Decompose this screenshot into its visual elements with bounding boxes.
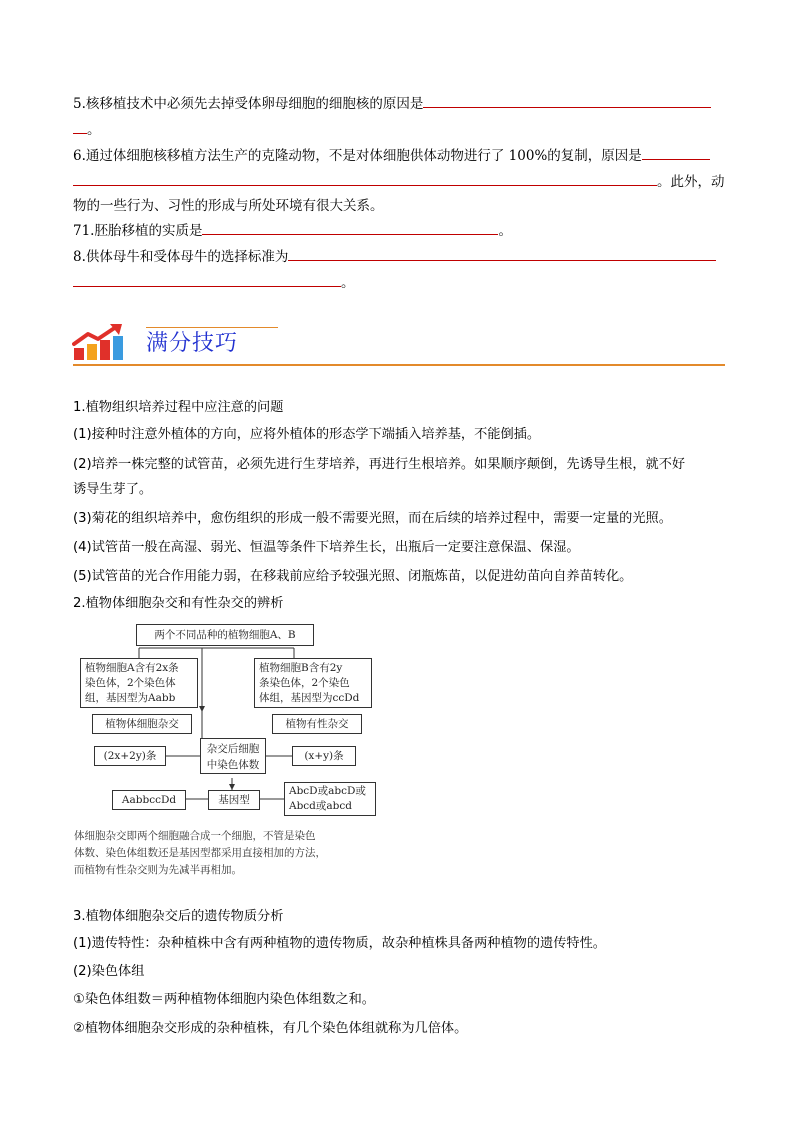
- tip-3-heading: 3.植物体细胞杂交后的遗传物质分析: [73, 909, 284, 924]
- cell-b-box: 植物细胞B含有2y 条染色体，2个染色 体组，基因型为ccDd: [254, 658, 372, 708]
- genotype-sexual: AbcD或abcD或 Abcd或abcd: [284, 782, 376, 816]
- question-5-continuation: 。: [73, 119, 101, 140]
- bar-chart-arrow-icon: [72, 322, 132, 362]
- tip-1-point-2-cont: 诱导生芽了。: [73, 482, 153, 497]
- answer-blank[interactable]: [288, 246, 716, 261]
- question-6: [73, 145, 710, 166]
- tip-3-point-2: (2)染色体组: [73, 964, 145, 979]
- answer-blank[interactable]: [642, 145, 710, 160]
- section-title: 满分技巧: [146, 331, 239, 356]
- label-sexual-hybridization: 植物有性杂交: [272, 714, 362, 734]
- answer-blank[interactable]: [423, 93, 711, 108]
- tip-1-point-2: (2)培养一株完整的试管苗，必须先进行生芽培养，再进行生根培养。如果顺序颠倒，先诱导生根，就不好: [73, 457, 686, 472]
- count-sexual: (x+y)条: [292, 746, 356, 766]
- answer-blank[interactable]: [73, 119, 87, 134]
- center-chromosome-box: 杂交后细胞 中染色体数: [200, 738, 266, 774]
- tip-1-heading: 1.植物组织培养过程中应注意的问题: [73, 400, 284, 415]
- question-6-text: 6.通过体细胞核移植方法生产的克隆动物，不是对体细胞供体动物进行了 100%的复制，原因是: [73, 148, 642, 164]
- question-7: 71.胚胎移植的实质是 。: [73, 220, 512, 241]
- question-5: [73, 93, 711, 114]
- question-7-text: 71.胚胎移植的实质是: [73, 223, 203, 239]
- answer-blank[interactable]: [73, 171, 657, 186]
- cell-a-box: 植物细胞A含有2x条 染色体，2个染色体 组，基因型为Aabb: [80, 658, 198, 708]
- answer-blank[interactable]: [73, 272, 341, 287]
- tip-3-point-3: ①染色体组数＝两种植物体细胞内染色体组数之和。: [73, 992, 375, 1007]
- question-5-text: 5.核移植技术中必须先去掉受体卵母细胞的细胞核的原因是: [73, 96, 424, 112]
- answer-blank[interactable]: [202, 220, 498, 235]
- question-8-text: 8.供体母牛和受体母牛的选择标准为: [73, 249, 289, 265]
- hybridization-diagram: [72, 620, 384, 882]
- diagram-top-box: 两个不同品种的植物细胞A、B: [136, 624, 314, 646]
- genotype-box: 基因型: [208, 790, 260, 810]
- genotype-somatic: AabbccDd: [112, 790, 186, 810]
- question-6-line3: 物的一些行为、习性的形成与所处环境有很大关系。: [73, 198, 384, 214]
- tip-1-point-1: (1)接种时注意外植体的方向，应将外植体的形态学下端插入培养基，不能倒插。: [73, 427, 541, 442]
- question-8: [73, 246, 716, 267]
- tip-1-point-3: (3)菊花的组织培养中，愈伤组织的形成一般不需要光照，而在后续的培养过程中，需要一定量的光照。: [73, 511, 672, 526]
- tip-3-point-1: (1)遗传特性：杂种植株中含有两种植物的遗传物质，故杂种植株具备两种植物的遗传特性。: [73, 936, 606, 951]
- question-8-continuation: 。: [73, 272, 355, 293]
- tip-1-point-5: (5)试管苗的光合作用能力弱，在移栽前应给予较强光照、闭瓶炼苗，以促进幼苗向自养苗转化。: [73, 569, 633, 584]
- section-divider: [73, 364, 725, 366]
- question-6-line2: 。此外，动: [73, 171, 725, 192]
- label-somatic-hybridization: 植物体细胞杂交: [92, 714, 192, 734]
- diagram-caption: 体细胞杂交即两个细胞融合成一个细胞，不管是染色 体数、染色体组数还是基因型都采用直接相加的方法， 而植物有性杂交则为先减半再相加。: [74, 830, 326, 876]
- tip-1-point-4: (4)试管苗一般在高湿、弱光、恒温等条件下培养生长，出瓶后一定要注意保温、保湿。: [73, 540, 580, 555]
- tip-3-point-4: ②植物体细胞杂交形成的杂种植株，有几个染色体组就称为几倍体。: [73, 1021, 468, 1036]
- count-somatic: (2x+2y)条: [94, 746, 166, 766]
- tip-2-heading: 2.植物体细胞杂交和有性杂交的辨析: [73, 596, 284, 611]
